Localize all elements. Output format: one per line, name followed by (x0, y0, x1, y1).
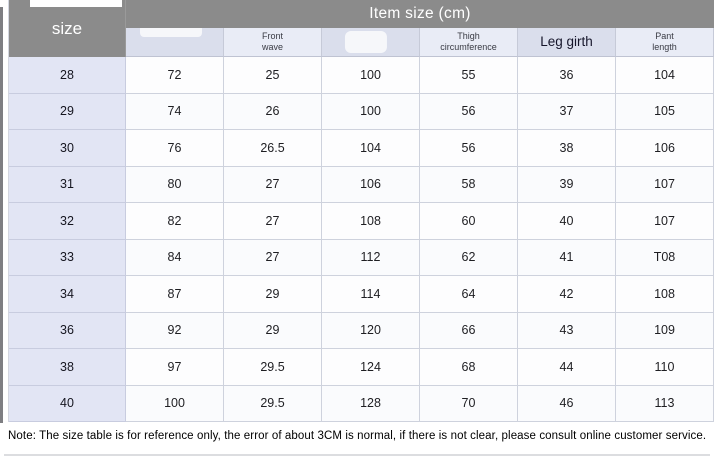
size-cell: 33 (9, 240, 126, 277)
value-cell: 92 (126, 313, 224, 350)
value-cell: 74 (126, 94, 224, 131)
value-cell: 29 (224, 276, 322, 313)
column-header-blank-2 (322, 28, 420, 57)
value-cell: 84 (126, 240, 224, 277)
column-header-front-wave (224, 28, 322, 57)
size-cell: 29 (9, 94, 126, 131)
column-header-pant-length (616, 28, 714, 57)
value-cell: 100 (322, 94, 420, 131)
value-cell: 114 (322, 276, 420, 313)
value-cell: 106 (322, 167, 420, 204)
table-body (9, 57, 714, 422)
value-cell: 27 (224, 240, 322, 277)
value-cell: 46 (518, 386, 616, 423)
value-cell: 100 (126, 386, 224, 423)
value-cell: 87 (126, 276, 224, 313)
size-cell: 34 (9, 276, 126, 313)
value-cell: 112 (322, 240, 420, 277)
size-chart-table (8, 0, 714, 422)
column-header-label: Leg girth (540, 33, 593, 49)
value-cell: 70 (420, 386, 518, 423)
column-header-label: Front wave (261, 30, 283, 52)
table-row (9, 386, 714, 423)
value-cell: 100 (322, 57, 420, 94)
value-cell: 110 (616, 349, 714, 386)
table-row (9, 240, 714, 277)
column-header-thigh-circumference (420, 28, 518, 57)
value-cell: 27 (224, 203, 322, 240)
erased-label-patch (344, 31, 386, 53)
value-cell: 76 (126, 130, 224, 167)
column-header-label: Pant length (652, 30, 677, 52)
value-cell: 105 (616, 94, 714, 131)
value-cell: 25 (224, 57, 322, 94)
value-cell: 60 (420, 203, 518, 240)
size-cell: 40 (9, 386, 126, 423)
size-cell: 31 (9, 167, 126, 204)
value-cell: 41 (518, 240, 616, 277)
value-cell: 106 (616, 130, 714, 167)
size-cell: 32 (9, 203, 126, 240)
value-cell: 72 (126, 57, 224, 94)
value-cell: 66 (420, 313, 518, 350)
value-cell: 82 (126, 203, 224, 240)
value-cell: 58 (420, 167, 518, 204)
table-row (9, 94, 714, 131)
note-text: Note: The size table is for reference only, the error of about 3CM is normal, if there is not clear, please consult online customer service. (8, 430, 707, 442)
value-cell: 27 (224, 167, 322, 204)
value-cell: 44 (518, 349, 616, 386)
value-cell: 29.5 (224, 386, 322, 423)
erased-label-patch (140, 28, 202, 37)
value-cell: 42 (518, 276, 616, 313)
value-cell: 107 (616, 167, 714, 204)
size-cell: 38 (9, 349, 126, 386)
value-cell: 124 (322, 349, 420, 386)
table-row (9, 57, 714, 94)
value-cell: 109 (616, 313, 714, 350)
value-cell: 97 (126, 349, 224, 386)
column-header-leg-girth (518, 28, 616, 57)
table-row (9, 276, 714, 313)
table-row (9, 167, 714, 204)
value-cell: 128 (322, 386, 420, 423)
value-cell: 37 (518, 94, 616, 131)
value-cell: 56 (420, 94, 518, 131)
table-header (9, 0, 714, 57)
value-cell: 104 (616, 57, 714, 94)
value-cell: T08 (616, 240, 714, 277)
table-row (9, 130, 714, 167)
value-cell: 108 (616, 276, 714, 313)
table-row (9, 349, 714, 386)
value-cell: 29.5 (224, 349, 322, 386)
photo-top-notch (30, 0, 122, 7)
size-column-header-label: size (51, 18, 83, 38)
table-title-label: Item size (cm) (369, 5, 471, 22)
size-column-header (9, 0, 126, 57)
value-cell: 68 (420, 349, 518, 386)
value-cell: 36 (518, 57, 616, 94)
table-row (9, 313, 714, 350)
value-cell: 26.5 (224, 130, 322, 167)
column-header-label: Thigh circumference (440, 30, 497, 52)
photo-left-edge (0, 7, 3, 423)
size-cell: 36 (9, 313, 126, 350)
value-cell: 62 (420, 240, 518, 277)
value-cell: 108 (322, 203, 420, 240)
value-cell: 40 (518, 203, 616, 240)
size-cell: 28 (9, 57, 126, 94)
value-cell: 39 (518, 167, 616, 204)
table-title (126, 0, 714, 28)
value-cell: 55 (420, 57, 518, 94)
value-cell: 26 (224, 94, 322, 131)
value-cell: 104 (322, 130, 420, 167)
value-cell: 120 (322, 313, 420, 350)
value-cell: 80 (126, 167, 224, 204)
value-cell: 56 (420, 130, 518, 167)
value-cell: 107 (616, 203, 714, 240)
size-cell: 30 (9, 130, 126, 167)
value-cell: 43 (518, 313, 616, 350)
value-cell: 113 (616, 386, 714, 423)
value-cell: 38 (518, 130, 616, 167)
photo-bottom-edge (4, 454, 710, 456)
value-cell: 29 (224, 313, 322, 350)
column-header-blank-1 (126, 28, 224, 57)
value-cell: 64 (420, 276, 518, 313)
table-row (9, 203, 714, 240)
